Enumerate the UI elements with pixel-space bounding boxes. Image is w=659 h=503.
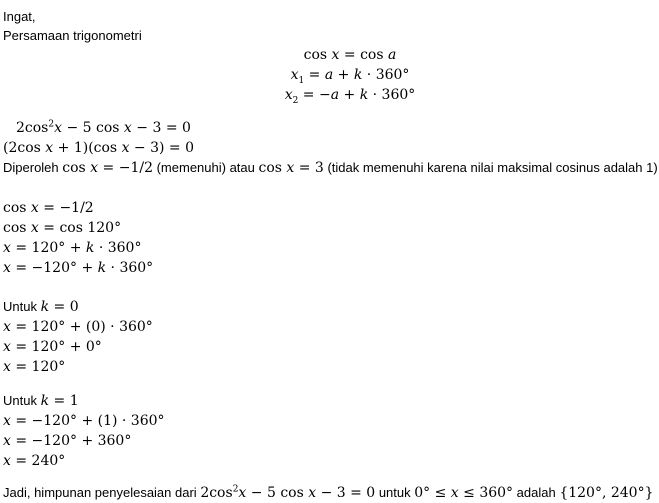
math-segment: k = 1 [40, 393, 79, 409]
math-segment: x = 120° + (0) · 360° [3, 319, 153, 335]
math-segment: cos x = 3 [258, 160, 324, 176]
math-segment: cos x = cos 120° [3, 220, 122, 236]
text-segment: (memenuhi) atau [152, 160, 259, 175]
k1-result [3, 451, 657, 471]
k1-step-2 [3, 431, 657, 451]
math-segment: $2\cos^2x - 5$ cos x − 3 = 0 [16, 119, 191, 136]
text-segment: Ingat, [3, 9, 36, 24]
text-segment: Persamaan trigonometri [3, 28, 142, 43]
solve-x-neg [3, 258, 657, 278]
k0-header [3, 297, 657, 317]
intro-line-persamaan [3, 26, 657, 45]
text-segment: Untuk [3, 393, 41, 408]
k0-result [3, 357, 657, 377]
k0-step-1 [3, 317, 657, 337]
text-segment: Jadi, himpunan penyelesaian dari [3, 485, 201, 500]
solve-cos-value [3, 198, 657, 218]
conclusion-line [3, 483, 657, 503]
solve-cos-120 [3, 218, 657, 238]
math-segment: x = 120° + 0° [3, 339, 102, 355]
math-segment: (2cos x + 1)(cos x − 3) = 0 [3, 140, 195, 156]
math-segment: cos x = cos a [303, 47, 397, 63]
section-factoring [3, 118, 657, 178]
math-segment: $2\cos^2x - 5$ cos x − 3 = 0 [200, 484, 376, 501]
equation-factored [3, 138, 657, 158]
math-segment: x = −120° + k · 360° [3, 260, 154, 276]
section-intro [3, 7, 657, 45]
text-segment: untuk [375, 485, 415, 500]
text-segment: adalah [513, 485, 560, 500]
math-segment: x = 240° [3, 453, 66, 469]
text-segment: (tidak memenuhi karena nilai maksimal cosinus adalah 1) [323, 160, 658, 175]
equation-quadratic [3, 118, 657, 138]
solve-x-pos [3, 238, 657, 258]
section-formula [3, 45, 657, 105]
math-segment: k = 0 [40, 299, 79, 315]
k0-step-2 [3, 337, 657, 357]
intro-line-ingat [3, 7, 657, 26]
text-segment: Diperoleh [3, 160, 63, 175]
math-segment: cos x = −1/2 [3, 200, 94, 216]
formula-x1 [43, 65, 657, 85]
formula-x2 [43, 85, 657, 105]
k1-header [3, 391, 657, 411]
section-conclusion [3, 483, 657, 503]
section-solve [3, 198, 657, 278]
math-segment: 0° ≤ x ≤ 360° [414, 485, 514, 501]
section-k0 [3, 297, 657, 377]
math-segment: x = 120° + k · 360° [3, 240, 142, 256]
formula-cos-identity [43, 45, 657, 65]
math-segment: x = 120° [3, 359, 66, 375]
text-segment: Untuk [3, 299, 41, 314]
line-diperoleh [3, 158, 657, 178]
k1-step-1 [3, 411, 657, 431]
math-segment: $x_2 = -a + k \cdot 360^\circ$ [284, 87, 416, 106]
math-segment: x = −120° + 360° [3, 433, 132, 449]
math-segment: {120°, 240°} [559, 485, 654, 501]
section-k1 [3, 391, 657, 471]
math-segment: cos x = −1/2 [62, 160, 153, 176]
math-segment: $x_1 = a + k \cdot 360^\circ$ [290, 67, 410, 86]
math-segment: x = −120° + (1) · 360° [3, 413, 165, 429]
